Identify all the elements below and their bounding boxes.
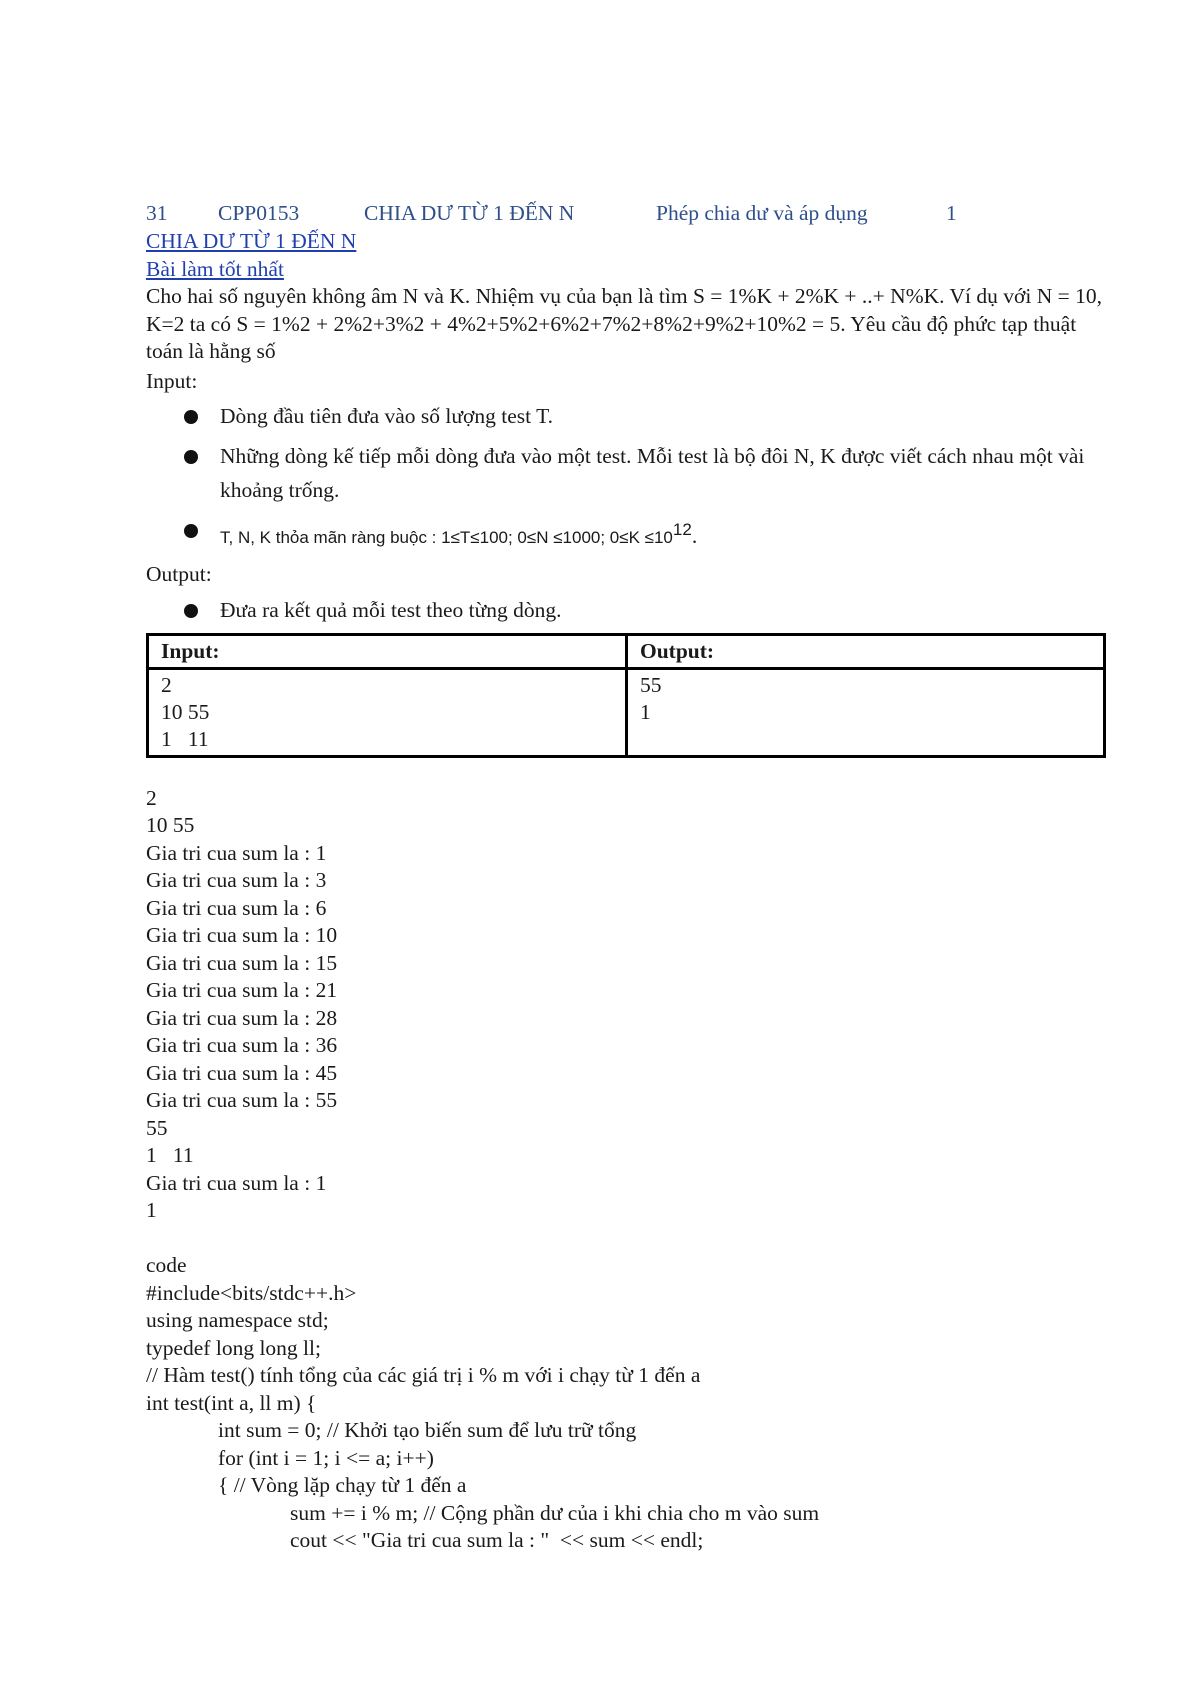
input-list bbox=[146, 399, 1106, 555]
output-list bbox=[146, 593, 1106, 627]
code-line: cout << "Gia tri cua sum la : " << sum << endl; bbox=[290, 1528, 704, 1553]
code-block bbox=[146, 1252, 1106, 1555]
code-line: typedef long long ll; bbox=[146, 1335, 321, 1360]
code-line: int sum = 0; // Khởi tạo biến sum để lưu trữ tổng bbox=[218, 1418, 637, 1443]
input-item-text: Dòng đầu tiên đưa vào số lượng test T. bbox=[220, 404, 554, 428]
example-input-header: Input: bbox=[148, 634, 627, 668]
output-line bbox=[146, 1225, 1106, 1253]
output-line: Gia tri cua sum la : 21 bbox=[146, 978, 338, 1003]
output-item-text: Đưa ra kết quả mỗi test theo từng dòng. bbox=[220, 597, 562, 622]
input-item-text: Những dòng kế tiếp mỗi dòng đưa vào một test. Mỗi test là bộ đôi N, K được viết cách nhau một vài khoảng trống. bbox=[220, 444, 1085, 502]
output-line: Gia tri cua sum la : 45 bbox=[146, 1060, 338, 1085]
input-label: Input: bbox=[146, 368, 198, 393]
output-line: 1 bbox=[146, 1198, 157, 1223]
constraint-text: T, N, K thỏa mãn ràng buộc : 1≤T≤100; 0≤N ≤1000; 0≤K ≤10 bbox=[220, 528, 673, 548]
example-output-header: Output: bbox=[627, 634, 1105, 668]
problem-title-link[interactable]: CHIA DƯ TỪ 1 ĐẾN N bbox=[146, 229, 357, 253]
example-output-cell bbox=[627, 668, 1105, 756]
constraint-exponent: 12 bbox=[672, 520, 692, 539]
output-line: 2 bbox=[146, 785, 157, 810]
list-item bbox=[146, 399, 1106, 433]
example-output-line: 1 bbox=[640, 699, 651, 724]
code-line: for (int i = 1; i <= a; i++) bbox=[218, 1445, 434, 1470]
output-line: Gia tri cua sum la : 3 bbox=[146, 868, 327, 893]
best-solution-link[interactable]: Bài làm tốt nhất bbox=[146, 256, 284, 281]
list-item bbox=[146, 439, 1106, 507]
constraint-suffix: . bbox=[691, 524, 698, 549]
example-input-line: 2 bbox=[161, 672, 172, 697]
output-line: Gia tri cua sum la : 55 bbox=[146, 1088, 338, 1113]
output-line: Gia tri cua sum la : 15 bbox=[146, 950, 338, 975]
bullet-icon bbox=[184, 524, 198, 538]
code-line: #include<bits/stdc++.h> bbox=[146, 1280, 357, 1305]
console-output bbox=[146, 785, 1106, 1253]
output-label: Output: bbox=[146, 562, 212, 587]
code-line: // Hàm test() tính tổng của các giá trị i % m với i chạy từ 1 đến a bbox=[146, 1363, 701, 1388]
list-item bbox=[146, 593, 1106, 627]
code-line: using namespace std; bbox=[146, 1308, 329, 1333]
output-line: 10 55 bbox=[146, 813, 195, 838]
problem-title: CHIA DƯ TỪ 1 ĐẾN N bbox=[364, 201, 575, 225]
document-page bbox=[146, 200, 1106, 1555]
example-table bbox=[146, 633, 1106, 758]
output-line: Gia tri cua sum la : 6 bbox=[146, 895, 327, 920]
example-input-line: 1 11 bbox=[161, 726, 209, 751]
list-item bbox=[146, 513, 1106, 555]
code-line: int test(int a, ll m) { bbox=[146, 1390, 317, 1415]
problem-topic: Phép chia dư và áp dụng bbox=[656, 201, 868, 225]
example-input-cell bbox=[148, 668, 627, 756]
output-line: Gia tri cua sum la : 1 bbox=[146, 1170, 327, 1195]
code-label: code bbox=[146, 1253, 187, 1278]
code-line: { // Vòng lặp chạy từ 1 đến a bbox=[218, 1473, 467, 1498]
problem-code: CPP0153 bbox=[218, 201, 300, 225]
bullet-icon bbox=[184, 410, 198, 424]
output-line: Gia tri cua sum la : 1 bbox=[146, 840, 327, 865]
output-line: Gia tri cua sum la : 36 bbox=[146, 1033, 338, 1058]
output-line: Gia tri cua sum la : 28 bbox=[146, 1005, 338, 1030]
example-input-line: 10 55 bbox=[161, 699, 210, 724]
problem-header bbox=[146, 200, 1106, 228]
output-line: 55 bbox=[146, 1115, 168, 1140]
output-line: 1 11 bbox=[146, 1143, 194, 1168]
code-line: sum += i % m; // Cộng phần dư của i khi chia cho m vào sum bbox=[290, 1500, 820, 1525]
output-line: Gia tri cua sum la : 10 bbox=[146, 923, 338, 948]
bullet-icon bbox=[184, 450, 198, 464]
problem-description: Cho hai số nguyên không âm N và K. Nhiệm vụ của bạn là tìm S = 1%K + 2%K + ..+ N%K. Ví dụ với N = 10, K=2 ta có S = 1%2 + 2%2+3%2 + 4%2+5%2+6%2+7%2+8%2+9%2+10%2 = 5. Yêu cầu độ phức tạp thuật toán là hằng số bbox=[146, 284, 1102, 363]
problem-level: 1 bbox=[946, 201, 957, 225]
bullet-icon bbox=[184, 604, 198, 618]
problem-number: 31 bbox=[146, 201, 168, 225]
example-output-line: 55 bbox=[640, 672, 662, 697]
